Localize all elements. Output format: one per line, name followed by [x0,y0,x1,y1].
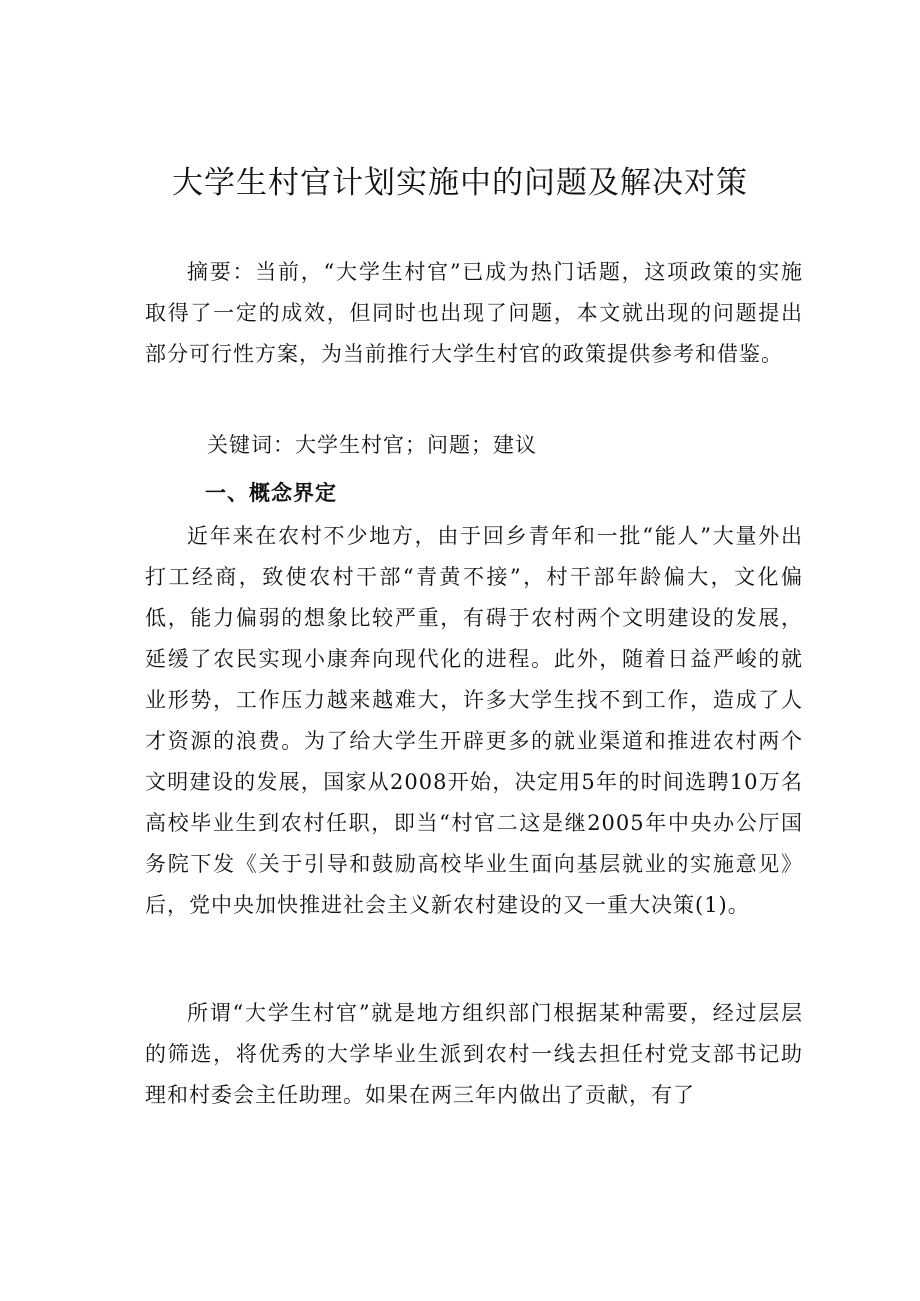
abstract-paragraph: 摘要：当前，“大学生村官”已成为热门话题，这项政策的实施取得了一定的成效，但同时也出现了问题，本文就出现的问题提出部分可行性方案，为当前推行大学生村官的政策提供参考和借鉴。 [145,260,803,366]
keywords-line: 关键词：大学生村官；问题；建议 [207,433,537,457]
body-paragraph-2: 所谓“大学生村官”就是地方组织部门根据某种需要，经过层层的筛选，将优秀的大学毕业生派到农村一线去担任村党支部书记助理和村委会主任助理。如果在两三年内做出了贡献，有了 [145,1001,803,1107]
body-paragraph-1: 近年来在农村不少地方，由于回乡青年和一批“能人”大量外出打工经商，致使农村干部“青黄不接”，村干部年龄偏大，文化偏低，能力偏弱的想象比较严重，有碍于农村两个文明建设的发展，延缓了农民实现小康奔向现代化的进程。此外，随着日益严峻的就业形势，工作压力越来越难大，许多大学生找不到工作，造成了人才资源的浪费。为了给大学生开辟更多的就业渠道和推进农村两个文明建设的发展，国家从2008开始，决定用5年的时间选聘10万名高校毕业生到农村任职，即当“村官二这是继2005年中央办公厅国务院下发《关于引导和鼓励高校毕业生面向基层就业的实施意见》后，党中央加快推进社会主义新农村建设的又一重大决策(1)。 [145,524,803,917]
section-heading: 一、概念界定 [205,481,337,505]
document-title: 大学生村官计划实施中的问题及解决对策 [172,165,748,201]
